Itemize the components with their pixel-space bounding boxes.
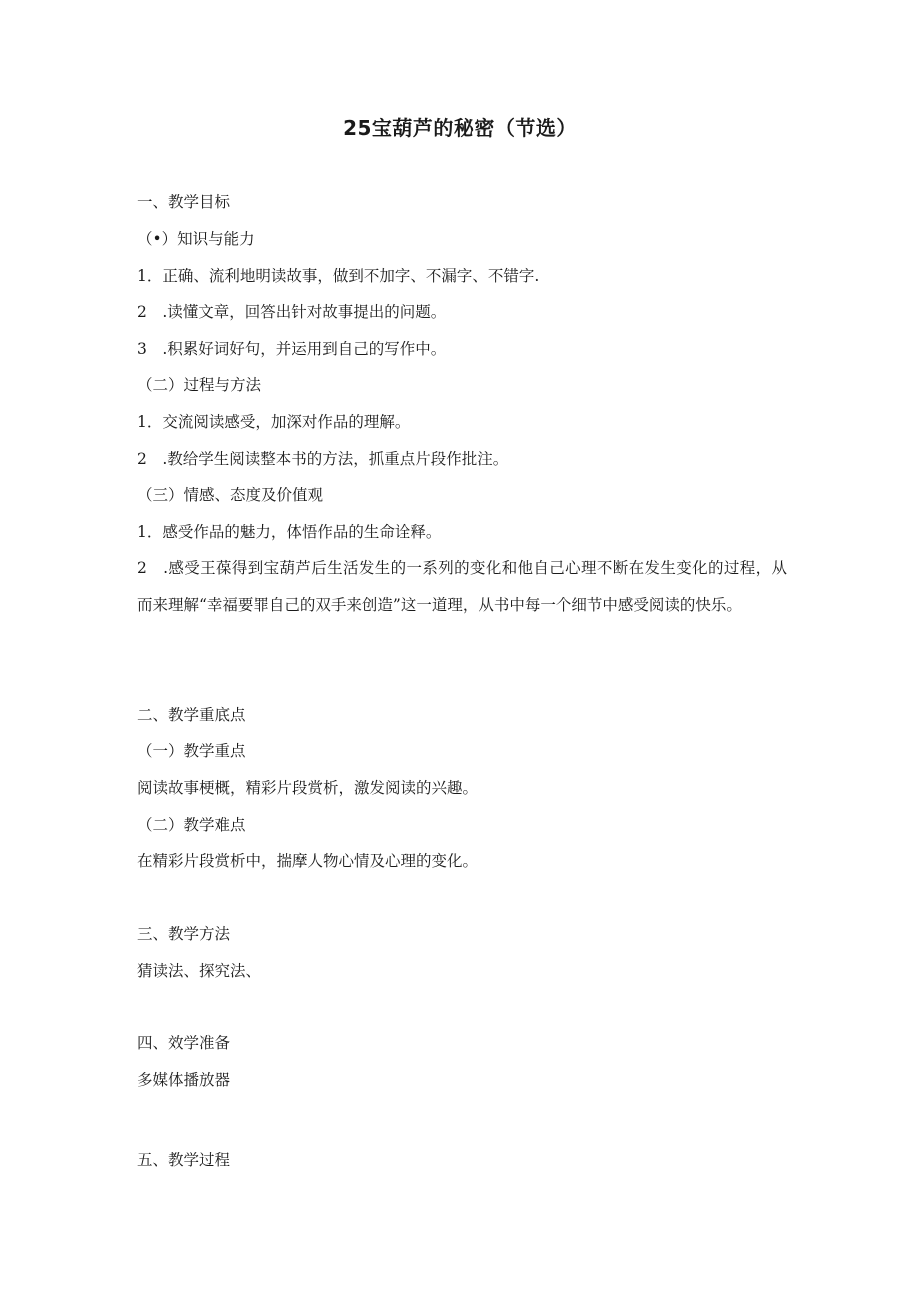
list-item: 1．正确、流利地明读故事，做到不加字、不漏字、不错字. <box>137 267 540 285</box>
subheading-difficulty: （二）教学难点 <box>137 816 246 834</box>
section-heading-key-points: 二、教学重底点 <box>137 706 246 724</box>
subheading-process: （二）过程与方法 <box>137 376 262 394</box>
subheading-knowledge: （•）知识与能力 <box>137 230 255 248</box>
subheading-key-point: （一）教学重点 <box>137 742 246 760</box>
body-text: 阅读故事梗概，精彩片段赏析，激发阅读的兴趣。 <box>137 779 479 797</box>
body-text: 多媒体播放器 <box>137 1071 231 1089</box>
subheading-emotion: （三）情感、态度及价值观 <box>137 486 324 504</box>
section-heading-objectives: 一、教学目标 <box>137 193 231 211</box>
section-heading-preparation: 四、效学准备 <box>137 1034 231 1052</box>
list-item: 1．感受作品的魅力，体悟作品的生命诠释。 <box>137 523 442 541</box>
list-item: 2 .读懂文章，回答出针对故事提出的问题。 <box>137 303 447 321</box>
list-item: 2 .教给学生阅读整本书的方法，抓重点片段作批注。 <box>137 450 509 468</box>
section-heading-methods: 三、教学方法 <box>137 925 231 943</box>
section-heading-process: 五、教学过程 <box>137 1151 231 1169</box>
list-item: 3 .积累好词好句，并运用到自己的写作中。 <box>137 340 447 358</box>
document-title: 25宝葫芦的秘密（节选） <box>343 116 577 140</box>
body-text: 猜读法、探究法、 <box>137 962 262 980</box>
list-item-paragraph: 2 .感受王葆得到宝葫芦后生活发生的一系列的变化和他自己心理不断在发生变化的过程，从而来理解“幸福要罪自己的双手来创造”这一道理，从书中每一个细节中感受阅读的快乐。 <box>137 559 787 614</box>
list-item: 1．交流阅读感受，加深对作品的理解。 <box>137 413 411 431</box>
body-text: 在精彩片段赏析中，揣摩人物心情及心理的变化。 <box>137 852 479 870</box>
